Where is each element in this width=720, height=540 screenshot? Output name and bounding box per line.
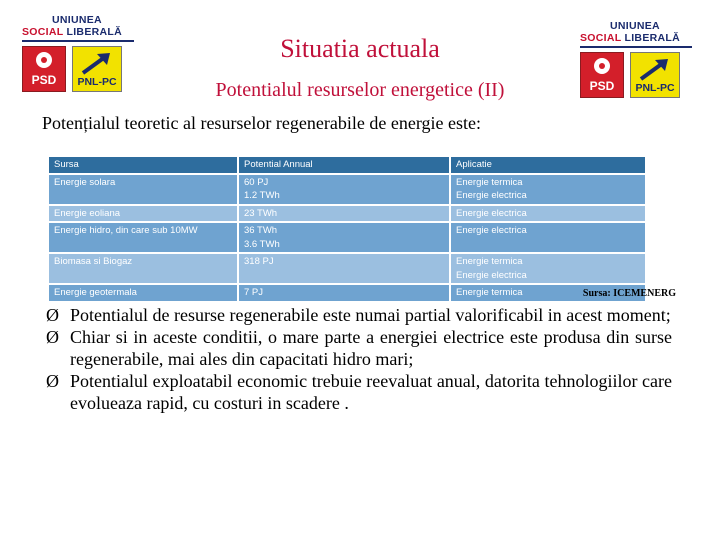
cell-potential [238,205,450,223]
application-value: Energie electrica [456,207,527,219]
table-row [49,284,645,302]
bullet-item [46,304,672,326]
pnl-label: PNL-PC [77,76,117,88]
bullet-list [46,304,672,414]
table-header-row [49,157,645,174]
logo-line2-liberala: LIBERALĂ [624,32,680,44]
bullet-text: Chiar si in aceste conditii, o mare parte a energiei electrice este produsa din surse regenerabile, mai ales din capacitati hidro mari; [70,327,672,369]
page-subtitle: Potentialul resurselor energetice (II) [215,79,505,101]
arrow-bullet-icon: Ø [46,305,59,325]
pnl-label: PNL-PC [635,82,675,94]
bullet-item [46,326,672,370]
application-value: Energie termica [456,176,523,188]
cell-application [450,174,645,205]
potential-value: 1.2 TWh [244,190,280,201]
potential-value: 23 TWh [244,207,278,219]
table-row [49,253,645,284]
cell-application [450,205,645,223]
table-row [49,174,645,205]
logo-line1: UNIUNEA [52,14,102,26]
arrow-bullet-icon: Ø [46,327,59,347]
cell-potential [238,174,450,205]
application-value: Energie electrica [456,190,527,201]
logo-line2-social: SOCIAL [22,26,67,38]
bullet-text: Potentialul de resurse regenerabile este numai partial valorificabil in acest moment; [70,305,671,325]
cell-source: Energie geotermala [49,284,238,302]
renewables-table [49,157,645,303]
application-value: Energie termica [456,256,523,267]
potential-value: 60 PJ [244,176,269,188]
logo-line1: UNIUNEA [610,20,660,32]
intro-text: Potențialul teoretic al resurselor regenerabile de energie este: [42,113,481,133]
header-sursa: Sursa [49,157,238,174]
cell-source: Energie hidro, din care sub 10MW [49,222,238,253]
psd-label: PSD [31,73,57,87]
potential-value: 318 PJ [244,256,274,267]
table-row [49,222,645,253]
header-aplicatie: Aplicatie [450,157,645,174]
bullet-item [46,370,672,414]
application-value: Energie electrica [456,225,527,236]
cell-source: Energie eoliana [49,205,238,223]
arrow-bullet-icon: Ø [46,371,59,391]
logo-line2-liberala: LIBERALĂ [66,26,122,38]
header-potential: Potential Annual [238,157,450,174]
cell-potential [238,284,450,302]
potential-value: 3.6 TWh [244,238,280,250]
psd-label: PSD [589,79,615,93]
cell-source: Energie solara [49,174,238,205]
potential-value: 36 TWh [244,225,278,236]
bullet-text: Potentialul exploatabil economic trebuie reevaluat anual, datorita tehnologiilor care evolueaza rapid, cu costuri in scadere . [70,371,672,413]
cell-application [450,222,645,253]
logo-line2-social: SOCIAL [580,32,625,44]
cell-source: Biomasa si Biogaz [49,253,238,284]
application-value: Energie termica [456,287,523,298]
application-value: Energie electrica [456,269,527,281]
cell-potential [238,222,450,253]
cell-application [450,253,645,284]
source-note: Sursa: ICEMENERG [582,288,676,299]
table-row [49,205,645,223]
cell-potential [238,253,450,284]
page-title: Situatia actuala [280,34,440,63]
potential-value: 7 PJ [244,287,264,298]
